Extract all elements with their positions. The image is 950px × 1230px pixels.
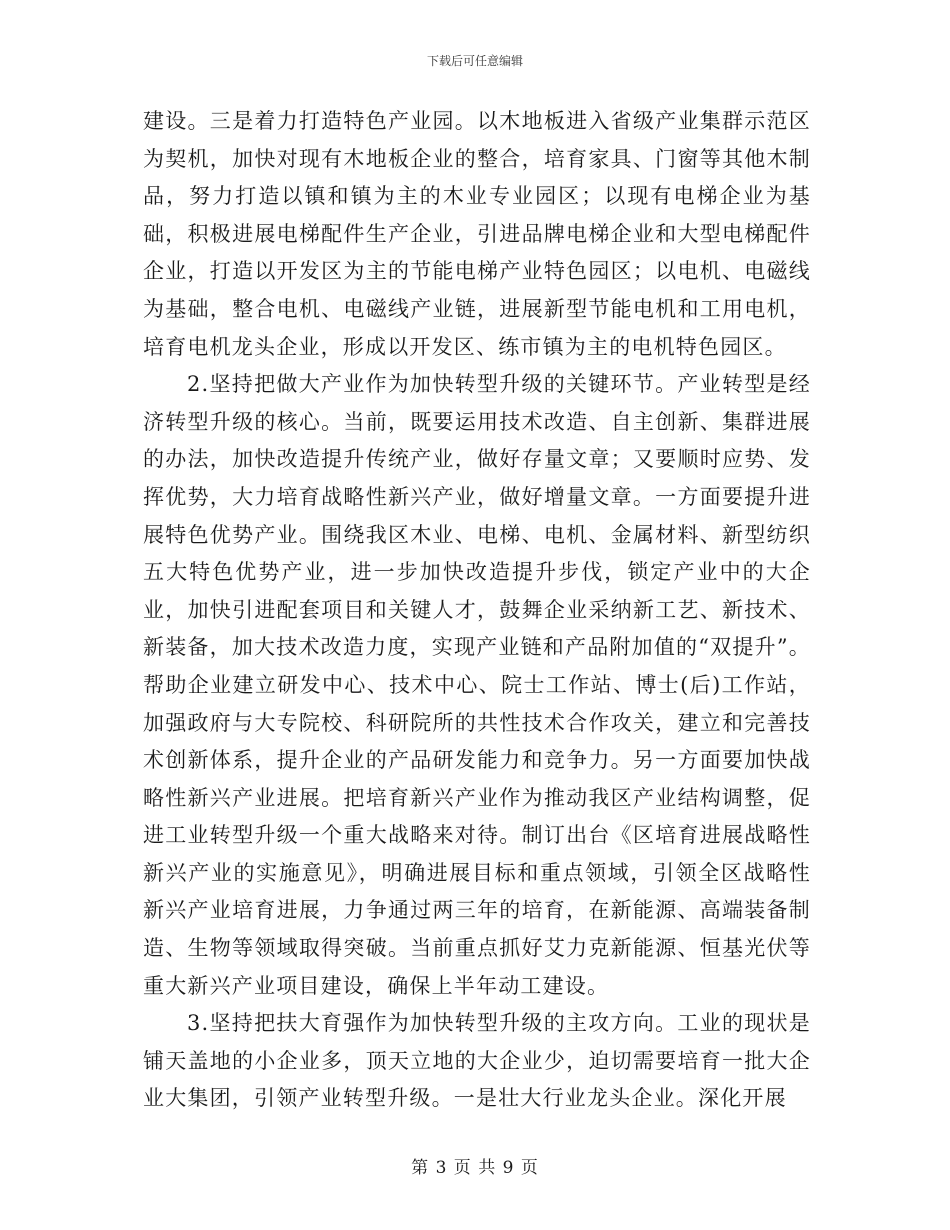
paragraph-2: 2.坚持把做大产业作为加快转型升级的关键环节。产业转型是经济转型升级的核心。当前，既要运用技术改造、自主创新、集群进展的办法，加快改造提升传统产业，做好存量文章；又要顺时应势、发挥优势，大力培育战略性新兴产业，做好增量文章。一方面要提升进展特色优势产业。围绕我区木业、电梯、电机、金属材料、新型纺织五大特色优势产业，进一步加快改造提升步伐，锁定产业中的大企业，加快引进配套项目和关键人才，鼓舞企业采纳新工艺、新技术、新装备，加大技术改造力度，实现产业链和产品附加值的“双提升”。帮助企业建立研发中心、技术中心、院士工作站、博士(后)工作站，加强政府与大专院校、科研院所的共性技术合作攻关，建立和完善技术创新体系，提升企业的产品研发能力和竞争力。另一方面要加快战略性新兴产业进展。把培育新兴产业作为推动我区产业结构调整，促进工业转型升级一个重大战略来对待。制订出台《区培育进展战略性新兴产业的实施意见》，明确进展目标和重点领域，引领全区战略性新兴产业培育进展，力争通过两三年的培育，在新能源、高端装备制造、生物等领域取得突破。当前重点抓好艾力克新能源、恒基光伏等重大新兴产业项目建设，确保上半年动工建设。 bbox=[143, 372, 811, 998]
paragraph-1: 建设。三是着力打造特色产业园。以木地板进入省级产业集群示范区为契机，加快对现有木地板企业的整合，培育家具、门窗等其他木制品，努力打造以镇和镇为主的木业专业园区；以现有电梯企业为基础，积极进展电梯配件生产企业，引进品牌电梯企业和大型电梯配件企业，打造以开发区为主的节能电梯产业特色园区；以电机、电磁线为基础，整合电机、电磁线产业链，进展新型节能电机和工用电机，培育电机龙头企业，形成以开发区、练市镇为主的电机特色园区。 bbox=[143, 109, 811, 359]
document-body bbox=[143, 103, 811, 1118]
page-footer bbox=[0, 1153, 950, 1178]
page-label-suffix: 页 bbox=[520, 1158, 539, 1178]
page-header: 下载后可任意编辑 bbox=[426, 54, 523, 68]
paragraph-3: 3.坚持把扶大育强作为加快转型升级的主攻方向。工业的现状是铺天盖地的小企业多，顶天立地的大企业少，迫切需要培育一批大企业大集团，引领产业转型升级。一是壮大行业龙头企业。深化开展 bbox=[143, 1011, 811, 1111]
page-label-prefix: 第 bbox=[411, 1158, 430, 1178]
page-label-mid: 页 共 bbox=[453, 1158, 497, 1178]
total-pages: 9 bbox=[502, 1158, 515, 1178]
page-number: 3 bbox=[435, 1158, 448, 1178]
